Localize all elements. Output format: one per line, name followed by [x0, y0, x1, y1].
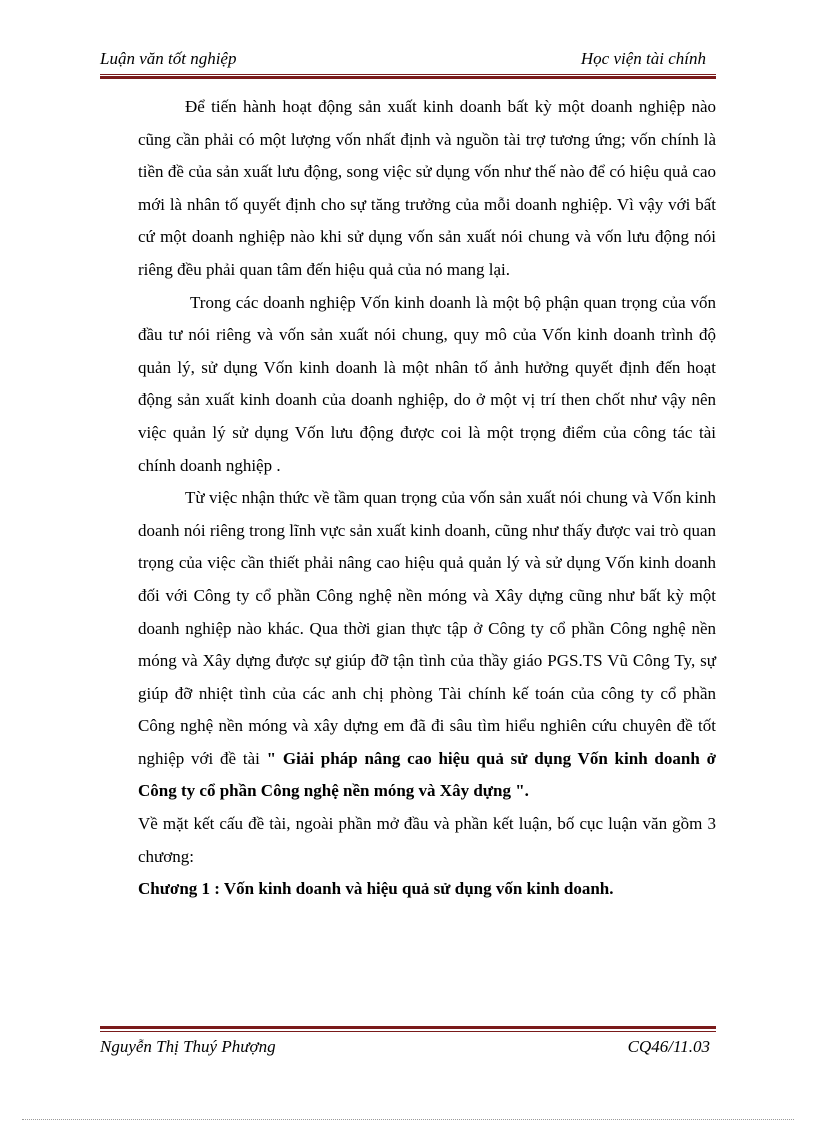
paragraph-topic — [138, 482, 716, 808]
page-bottom-edge — [22, 1119, 794, 1120]
chapter-1-heading: Chương 1 : Vốn kinh doanh và hiệu quả sử dụng vốn kinh doanh. — [138, 879, 614, 899]
header-thesis-label: Luận văn tốt nghiệp — [100, 49, 237, 68]
footer-author: Nguyễn Thị Thuý Phượng — [100, 1037, 276, 1056]
footer-class-code: CQ46/11.03 — [627, 1037, 710, 1056]
document-body — [138, 91, 716, 906]
footer-rule-thick — [100, 1026, 716, 1029]
page-footer — [100, 1037, 716, 1063]
paragraph-topic-text: Từ việc nhận thức về tầm quan trọng của vốn sản xuất nói chung và Vốn kinh doanh nói riêng trong lĩnh vực sản xuất kinh doanh, cũng như thấy được vai trò quan trọng của việc cần thiết phải nâng cao hiệu quả quản lý và sử dụng Vốn kinh doanh đối với Công ty cổ phần Công nghệ nền móng và Xây dựng cũng như bất kỳ một doanh nghiệp nào khác. Qua thời gian thực tập ở Công ty cổ phần Công nghệ nền móng và Xây dựng được sự giúp đỡ tận tình của thầy giáo PGS.TS Vũ Công Ty, sự giúp đỡ nhiệt tình của các anh chị phòng Tài chính kế toán của công ty cổ phần Công nghệ nền móng và xây dựng em đã đi sâu tìm hiểu nghiên cứu chuyên đề tốt nghiệp với đề tài — [138, 488, 716, 768]
header-rule-thin — [100, 74, 716, 75]
header-rule-thick — [100, 76, 716, 79]
paragraph-structure: Về mặt kết cấu đề tài, ngoài phần mở đầu và phần kết luận, bố cục luận văn gồm 3 chương: — [138, 814, 716, 866]
paragraph-intro: Để tiến hành hoạt động sản xuất kinh doanh bất kỳ một doanh nghiệp nào cũng cần phải có một lượng vốn nhất định và nguồn tài trợ tương ứng; vốn chính là tiền đề của sản xuất lưu động, song việc sử dụng vốn như thế nào để có hiệu quả cao mới là nhân tố quyết định cho sự tăng trưởng của mỗi doanh nghiệp. Vì vậy với bất cứ một doanh nghiệp nào khi sử dụng vốn sản xuất nói chung và vốn lưu động nói riêng đều phải quan tâm đến hiệu quả của nó mang lại. — [138, 97, 716, 279]
thesis-title: " Giải pháp nâng cao hiệu quả sử dụng Vốn kinh doanh ở Công ty cổ phần Công nghệ nền móng và Xây dựng ". — [138, 748, 716, 801]
paragraph-working-capital: Trong các doanh nghiệp Vốn kinh doanh là một bộ phận quan trọng của vốn đầu tư nói riêng và vốn sản xuất nói chung, quy mô của Vốn kinh doanh trình độ quản lý, sử dụng Vốn kinh doanh là một nhân tố ảnh hưởng quyết định đến hoạt động sản xuất kinh doanh của doanh nghiệp, do ở một vị trí then chốt như vậy nên việc quản lý sử dụng Vốn lưu động được coi là một trọng điểm của công tác tài chính doanh nghiệp . — [138, 292, 716, 475]
footer-rule-thin — [100, 1031, 716, 1032]
header-institution-label: Học viện tài chính — [580, 49, 706, 68]
page-header — [100, 47, 716, 73]
